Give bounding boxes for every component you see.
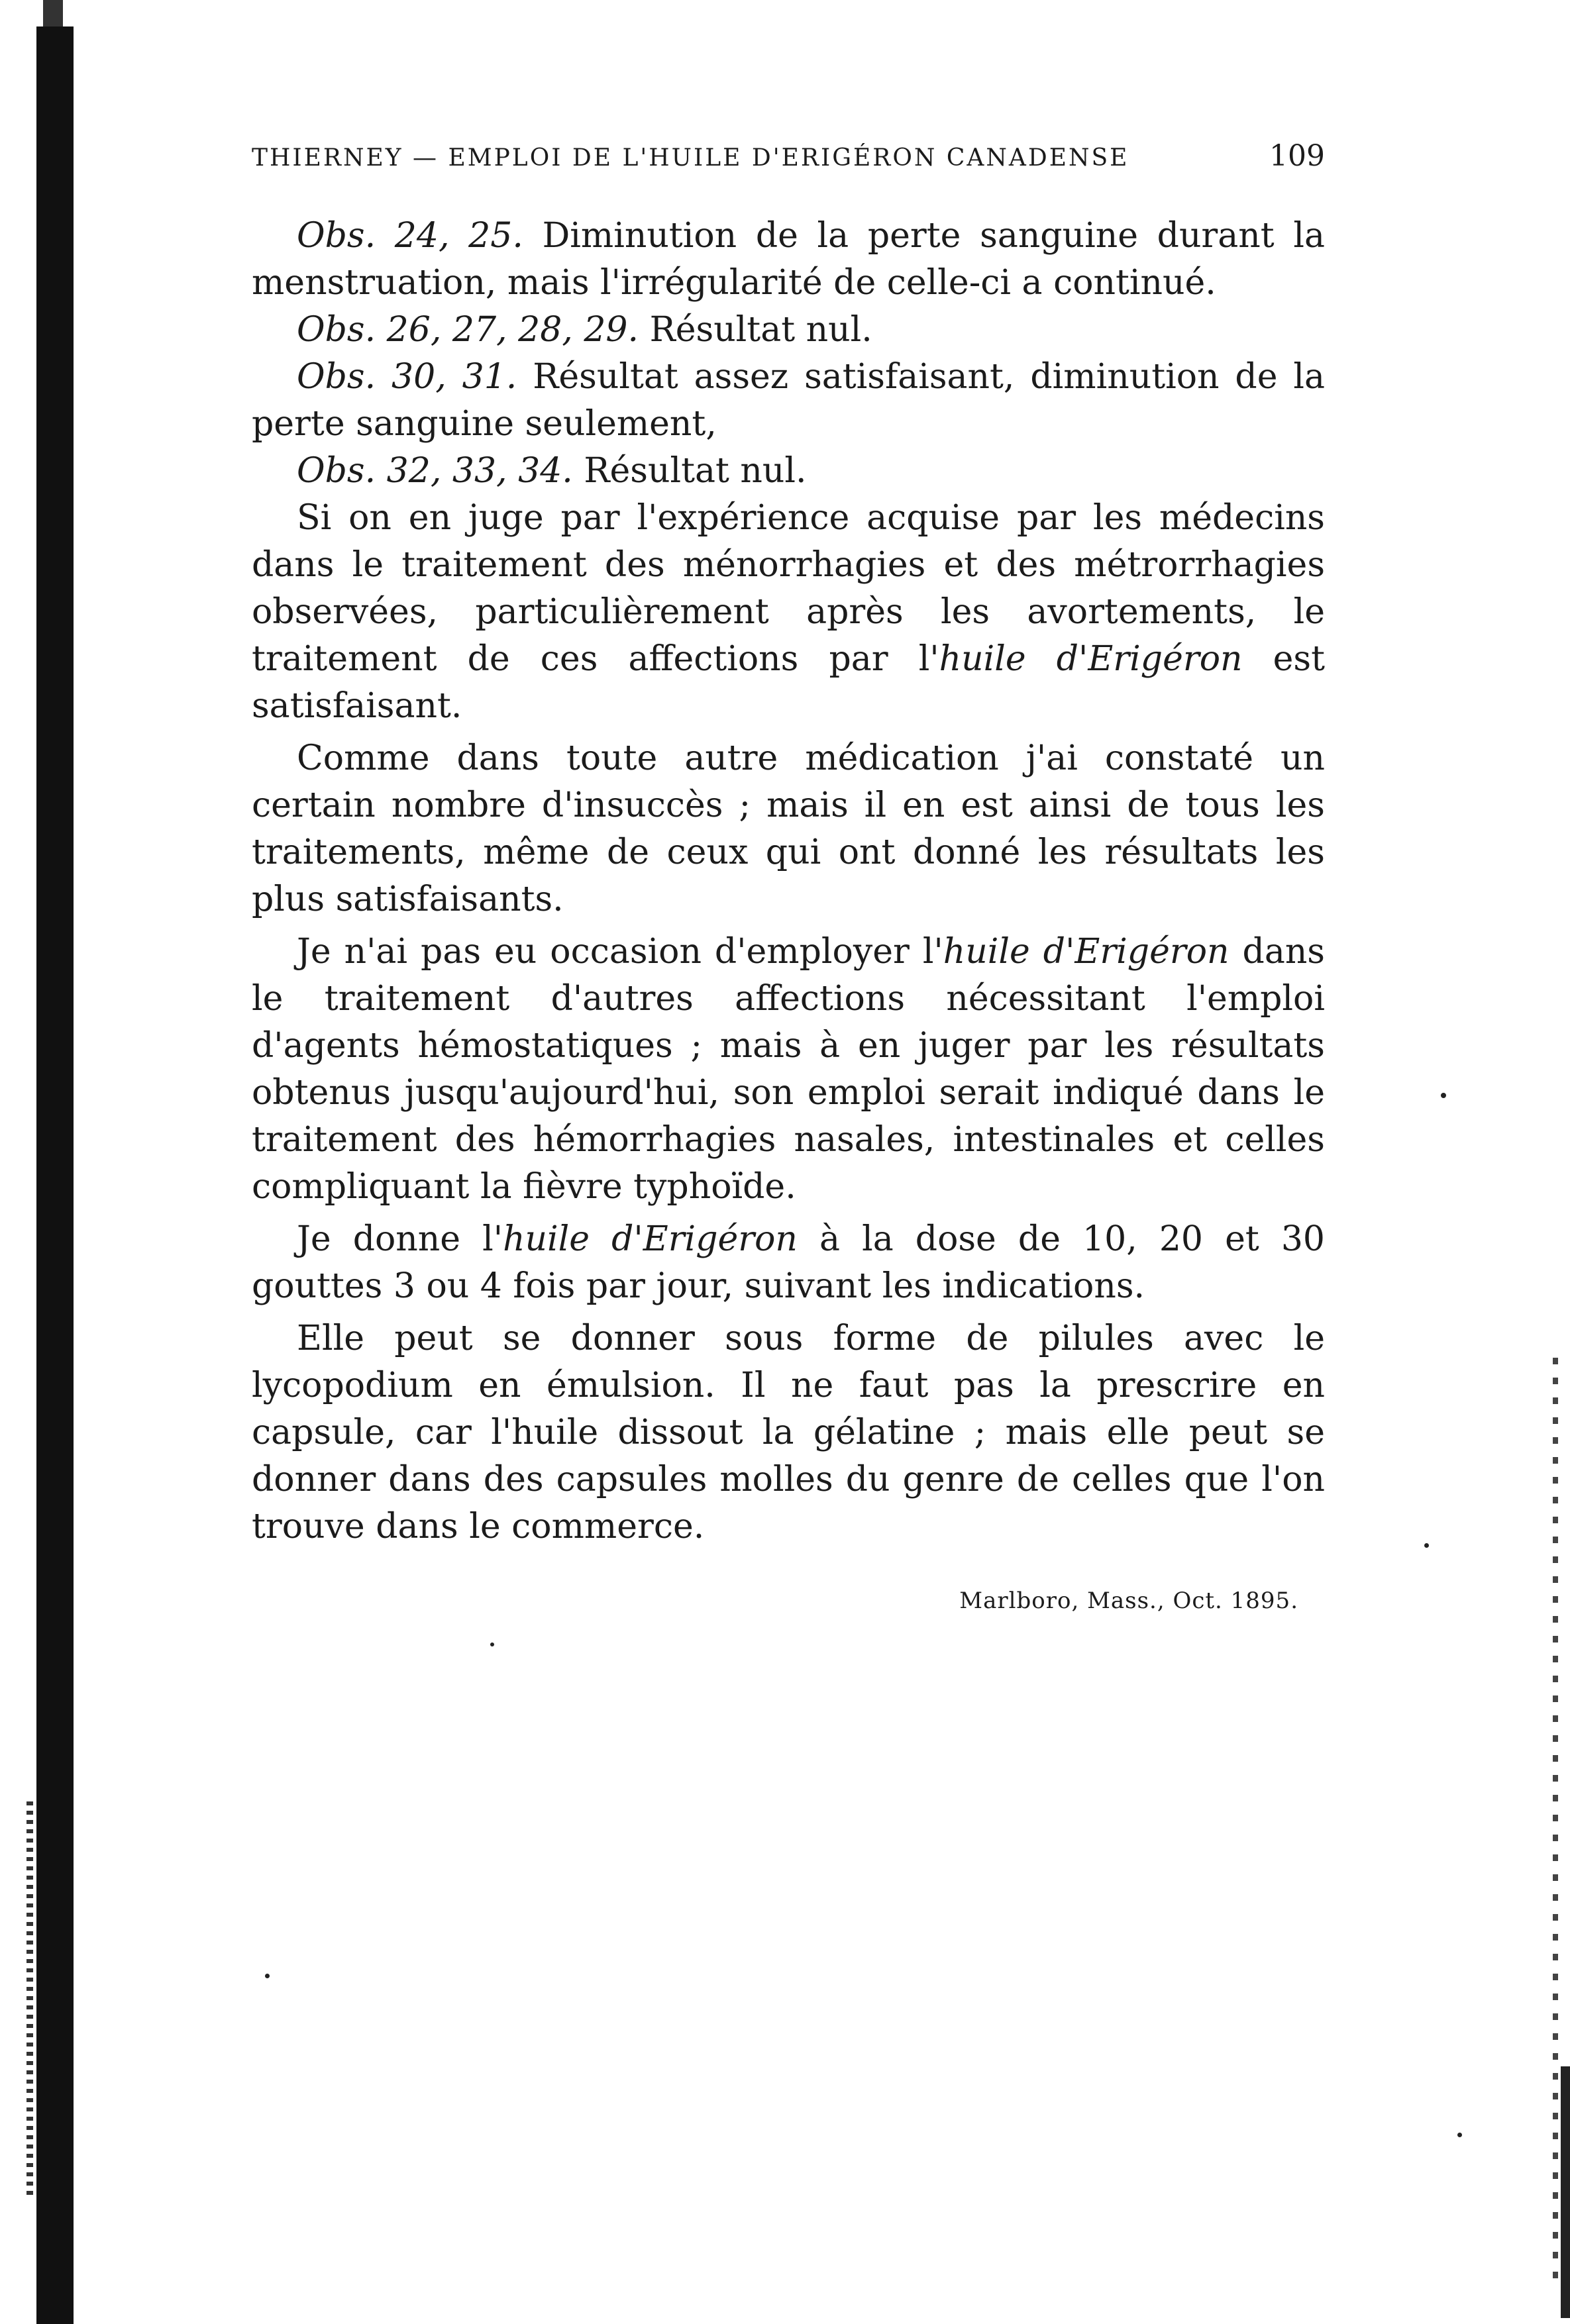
paragraph-text: est satisfaisant. <box>252 639 1325 726</box>
binding-dotted-strip <box>26 1801 33 2199</box>
scan-right-edge-marks <box>1553 1358 1558 2285</box>
running-head <box>252 139 1325 173</box>
binding-dark-strip <box>36 26 74 2324</box>
page-number: 109 <box>1269 139 1325 173</box>
observation-paragraph <box>252 213 1325 307</box>
observation-label: Obs. 32, 33, 34. <box>297 451 573 491</box>
paragraph-text: Si on en juge par l'expérience acquise par les médecins dans le traitement des ménorrhagies et des métrorrhagies observées, particulièrement après les avortements, le traitement de ces affections par l' <box>252 498 1325 679</box>
observation-text: Résultat nul. <box>572 451 807 491</box>
observation-paragraph <box>252 448 1325 495</box>
scan-binding-edge <box>0 0 74 2324</box>
document-page <box>252 139 1325 1614</box>
paragraph-text: dans le traitement d'autres affections nécessitant l'emploi d'agents hémostatiques ; mais à en juger par les résultats obtenus jusqu'aujourd'hui, son emploi serait indiqué dans le traitement des hémorrhagies nasales, intestinales et celles compliquant la fièvre typhoïde. <box>252 932 1325 1207</box>
emphasis-text: huile d'Erigéron <box>939 639 1243 679</box>
observation-label: Obs. 30, 31. <box>297 357 517 397</box>
observation-text: Diminution de la perte sanguine durant la menstruation, mais l'irrégularité de celle-ci a continué. <box>252 216 1325 303</box>
paragraph-text: à la dose de 10, 20 et 30 gouttes 3 ou 4 fois par jour, suivant les indications. <box>252 1219 1326 1306</box>
body-paragraph <box>252 1216 1325 1310</box>
body-paragraph <box>252 495 1325 730</box>
paragraph-text: Je n'ai pas eu occasion d'employer l' <box>297 932 943 972</box>
observation-label: Obs. 26, 27, 28, 29. <box>297 310 639 350</box>
observation-label: Obs. 24, 25. <box>297 216 523 256</box>
scan-speck <box>1457 2133 1462 2137</box>
signature-place-date: Marlboro, Mass., Oct. 1895. <box>959 1588 1298 1614</box>
observation-paragraph <box>252 354 1325 448</box>
scan-speck <box>1441 1093 1446 1098</box>
body-paragraph: Elle peut se donner sous forme de pilules avec le lycopodium en émulsion. Il ne faut pas la prescrire en capsule, car l'huile dissout la gélatine ; mais elle peut se donner dans des capsules molles du genre de celles que l'on trouve dans le commerce. <box>252 1319 1325 1546</box>
scan-speck <box>265 1974 270 1978</box>
body-paragraph: Comme dans toute autre médication j'ai constaté un certain nombre d'insuccès ; mais il en est ainsi de tous les traitements, même de ceux qui ont donné les résultats les plus satisfaisants. <box>252 738 1325 919</box>
scan-speck <box>1424 1543 1429 1548</box>
binding-top-mark <box>43 0 63 26</box>
body-paragraph <box>252 929 1325 1211</box>
scan-speck <box>490 1642 494 1646</box>
running-head-title: THIERNEY — EMPLOI DE L'HUILE D'ERIGÉRON CANADENSE <box>252 144 1129 172</box>
observation-text: Résultat nul. <box>639 310 872 350</box>
scan-right-edge-strip <box>1561 2066 1570 2318</box>
emphasis-text: huile d'Erigéron <box>503 1219 798 1259</box>
observation-text: Résultat assez satisfaisant, diminution de la perte sanguine seulement, <box>252 357 1326 444</box>
paragraph-text: Je donne l' <box>297 1219 503 1259</box>
observation-paragraph <box>252 307 1325 354</box>
emphasis-text: huile d'Erigéron <box>943 932 1230 972</box>
